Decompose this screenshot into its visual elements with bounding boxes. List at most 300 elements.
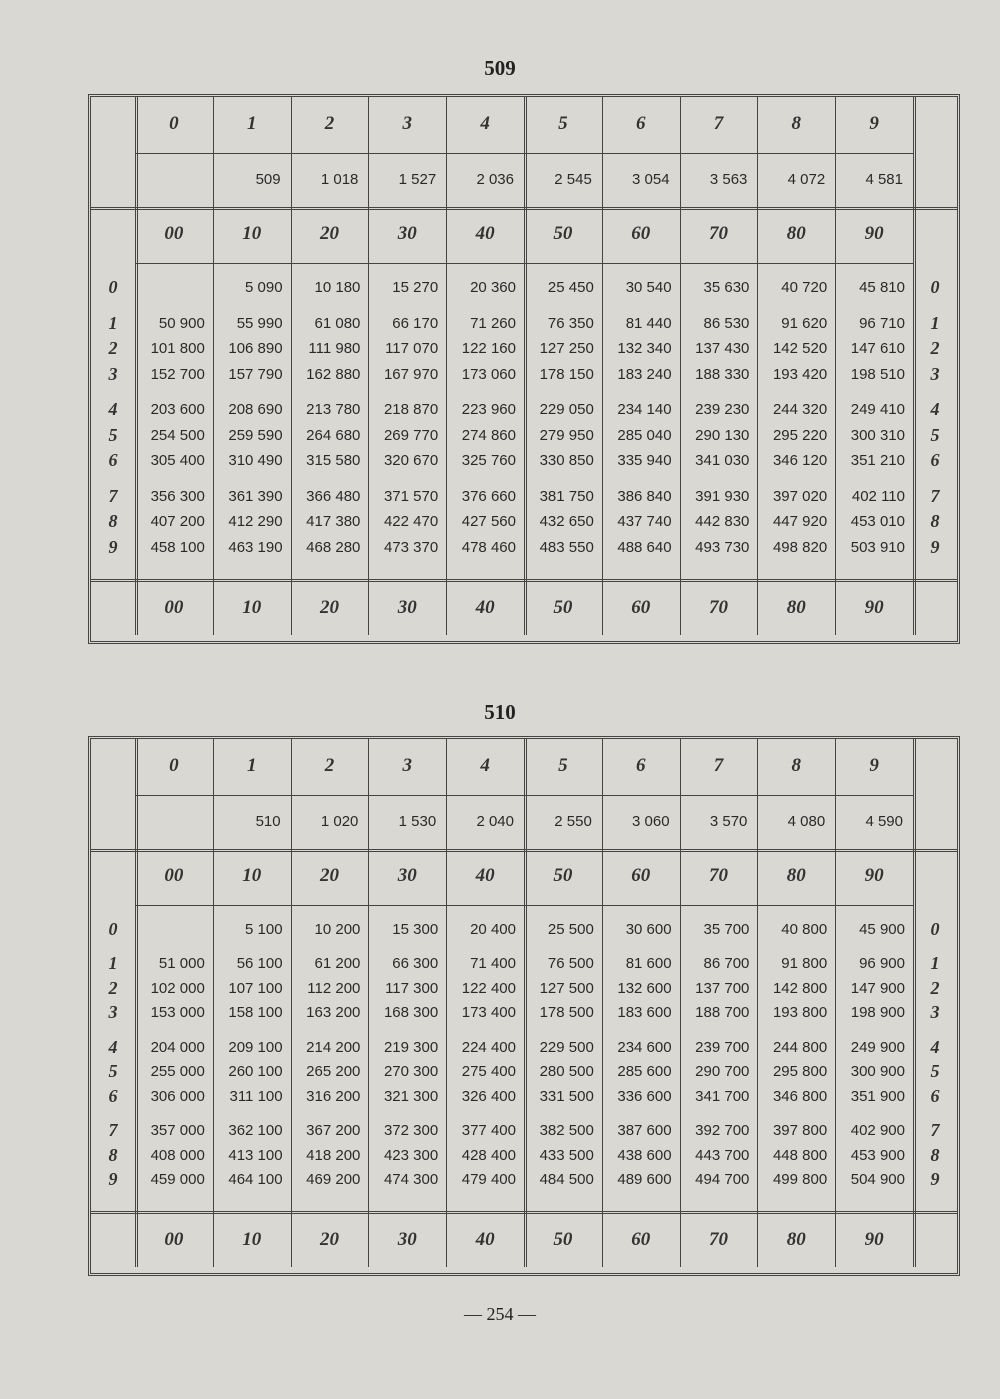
units-value: 2 550 — [554, 813, 592, 830]
product-cell: 493 730 — [695, 538, 750, 556]
tens-header: 50 — [553, 865, 573, 886]
row-label-right: 3 — [930, 1002, 940, 1023]
table-title: 510 — [484, 700, 516, 724]
product-cell: 341 030 — [695, 452, 750, 470]
row-label-right: 1 — [930, 312, 940, 333]
product-cell: 413 100 — [228, 1146, 283, 1164]
product-cell: 270 300 — [383, 1063, 439, 1081]
row-label-left: 1 — [108, 953, 118, 974]
product-cell: 117 070 — [385, 340, 439, 358]
product-cell: 498 820 — [772, 538, 828, 556]
product-cell: 229 050 — [539, 401, 594, 419]
row-label-left: 7 — [108, 1120, 118, 1141]
product-cell: 320 670 — [383, 452, 439, 470]
rule — [757, 207, 758, 635]
row-label-left: 4 — [108, 1036, 118, 1057]
tens-header: 90 — [864, 223, 884, 244]
product-cell: 391 930 — [695, 487, 750, 505]
units-value: 3 570 — [709, 813, 748, 830]
units-value: 4 590 — [865, 813, 903, 830]
footer-header: 30 — [397, 1229, 417, 1250]
row-label-right: 8 — [930, 511, 940, 532]
units-header: 6 — [635, 113, 646, 134]
units-value: 510 — [255, 813, 281, 830]
product-cell: 107 100 — [228, 979, 283, 997]
units-header: 2 — [324, 113, 335, 134]
tens-header: 90 — [864, 865, 884, 886]
product-cell: 478 460 — [461, 538, 516, 556]
product-cell: 295 220 — [772, 426, 828, 444]
product-cell: 198 900 — [850, 1004, 905, 1022]
product-cell: 61 080 — [314, 314, 361, 332]
product-cell: 204 000 — [150, 1038, 205, 1056]
product-cell: 213 780 — [306, 401, 361, 419]
row-label-left: 7 — [108, 485, 118, 506]
units-header: 6 — [635, 755, 646, 776]
row-label-right: 5 — [930, 424, 940, 445]
tens-header: 60 — [631, 865, 651, 886]
units-value: 3 054 — [632, 171, 670, 188]
product-cell: 96 710 — [859, 314, 905, 332]
units-header: 1 — [246, 755, 257, 776]
product-cell: 361 390 — [228, 487, 283, 505]
units-value: 1 530 — [398, 813, 437, 830]
row-label-left: 2 — [108, 338, 118, 359]
product-cell: 137 430 — [695, 340, 750, 358]
footer-header: 00 — [164, 1229, 184, 1250]
product-cell: 51 000 — [158, 955, 205, 973]
product-cell: 255 000 — [150, 1063, 205, 1081]
row-label-left: 9 — [108, 1169, 118, 1190]
product-cell: 335 940 — [617, 452, 672, 470]
product-cell: 127 500 — [539, 979, 594, 997]
footer-header: 80 — [786, 597, 806, 618]
product-cell: 30 600 — [625, 921, 672, 938]
footer-header: 60 — [631, 1229, 651, 1250]
product-cell: 152 700 — [150, 365, 205, 383]
product-cell: 158 100 — [228, 1004, 283, 1022]
product-cell: 25 450 — [547, 279, 594, 296]
units-header: 4 — [480, 755, 490, 776]
product-cell: 503 910 — [850, 538, 905, 556]
rule — [213, 207, 214, 635]
row-label-right: 6 — [930, 1085, 940, 1106]
footer-header: 90 — [864, 597, 884, 618]
product-cell: 173 060 — [461, 365, 516, 383]
product-cell: 377 400 — [461, 1122, 516, 1140]
units-value: 4 072 — [787, 171, 826, 188]
row-label-left: 2 — [108, 977, 118, 998]
tens-header: 70 — [708, 865, 728, 886]
footer-header: 90 — [864, 1229, 884, 1250]
product-cell: 142 520 — [772, 340, 828, 358]
product-cell: 244 800 — [772, 1038, 828, 1056]
product-cell: 315 580 — [306, 452, 361, 470]
product-cell: 392 700 — [695, 1122, 750, 1140]
product-cell: 178 150 — [539, 365, 594, 383]
product-cell: 142 800 — [772, 979, 828, 997]
units-value: 3 060 — [632, 813, 670, 830]
product-cell: 162 880 — [306, 365, 361, 383]
product-cell: 357 000 — [150, 1122, 205, 1140]
row-label-left: 4 — [108, 399, 118, 420]
units-header: 0 — [169, 113, 179, 134]
product-cell: 214 200 — [306, 1038, 361, 1056]
row-label-right: 5 — [930, 1061, 940, 1082]
product-cell: 428 400 — [461, 1146, 516, 1164]
product-cell: 40 800 — [781, 921, 828, 938]
product-cell: 76 500 — [547, 955, 594, 973]
rule — [602, 849, 603, 1267]
product-cell: 423 300 — [383, 1146, 439, 1164]
product-cell: 305 400 — [150, 452, 205, 470]
row-label-right: 2 — [930, 338, 940, 359]
product-cell: 463 190 — [228, 538, 283, 556]
product-cell: 10 180 — [314, 279, 361, 296]
units-value: 2 545 — [554, 171, 592, 188]
product-cell: 448 800 — [772, 1146, 828, 1164]
product-cell: 432 650 — [539, 513, 594, 531]
row-label-right: 8 — [930, 1144, 940, 1165]
product-cell: 443 700 — [695, 1146, 750, 1164]
product-cell: 274 860 — [461, 426, 516, 444]
units-header: 7 — [713, 755, 724, 776]
product-cell: 203 600 — [150, 401, 205, 419]
product-cell: 193 420 — [772, 365, 828, 383]
product-cell: 188 330 — [695, 365, 750, 383]
rule — [680, 207, 681, 635]
multiplication-table-510 — [88, 736, 960, 1276]
product-cell: 91 620 — [781, 314, 828, 332]
rule — [524, 849, 527, 1267]
product-cell: 326 400 — [461, 1087, 516, 1105]
units-value: 2 036 — [476, 171, 514, 188]
product-cell: 346 800 — [772, 1087, 828, 1105]
product-cell: 474 300 — [383, 1171, 439, 1189]
row-label-left: 8 — [108, 1144, 118, 1165]
product-cell: 71 400 — [470, 955, 516, 973]
row-label-left: 5 — [108, 1061, 118, 1082]
product-cell: 45 810 — [859, 279, 905, 296]
product-cell: 499 800 — [772, 1171, 828, 1189]
product-cell: 198 510 — [850, 365, 905, 383]
tens-header: 80 — [786, 865, 806, 886]
footer-header: 40 — [475, 1229, 495, 1250]
product-cell: 468 280 — [306, 538, 361, 556]
product-cell: 402 900 — [850, 1122, 905, 1140]
product-cell: 106 890 — [228, 340, 283, 358]
product-cell: 56 100 — [236, 955, 283, 973]
product-cell: 153 000 — [150, 1004, 205, 1022]
product-cell: 137 700 — [695, 979, 750, 997]
row-label-right: 6 — [930, 450, 940, 471]
product-cell: 386 840 — [617, 487, 672, 505]
product-cell: 50 900 — [158, 314, 205, 332]
units-header: 0 — [169, 755, 179, 776]
product-cell: 239 700 — [695, 1038, 750, 1056]
product-cell: 295 800 — [772, 1063, 828, 1081]
units-value: 4 080 — [787, 813, 826, 830]
row-label-right: 7 — [930, 485, 940, 506]
product-cell: 71 260 — [470, 314, 516, 332]
product-cell: 86 530 — [703, 314, 750, 332]
product-cell: 61 200 — [314, 955, 361, 973]
row-label-left: 8 — [108, 511, 118, 532]
units-value: 1 018 — [320, 171, 359, 188]
product-cell: 356 300 — [150, 487, 205, 505]
product-cell: 20 360 — [470, 279, 516, 296]
units-value: 3 563 — [709, 171, 748, 188]
product-cell: 260 100 — [228, 1063, 283, 1081]
tens-header: 50 — [553, 223, 573, 244]
product-cell: 464 100 — [228, 1171, 283, 1189]
row-label-left: 6 — [108, 1085, 118, 1106]
product-cell: 45 900 — [859, 921, 905, 938]
product-cell: 173 400 — [461, 1004, 516, 1022]
units-header: 5 — [558, 113, 568, 134]
product-cell: 371 570 — [383, 487, 439, 505]
row-label-right: 7 — [930, 1120, 940, 1141]
product-cell: 310 490 — [228, 452, 283, 470]
units-value: 1 020 — [320, 813, 359, 830]
tens-header: 10 — [242, 223, 262, 244]
footer-header: 70 — [708, 597, 728, 618]
footer-header: 30 — [397, 597, 417, 618]
product-cell: 290 700 — [695, 1063, 750, 1081]
row-label-right: 1 — [930, 953, 940, 974]
units-header: 1 — [246, 113, 257, 134]
tens-header: 60 — [631, 223, 651, 244]
footer-header: 50 — [553, 1229, 573, 1250]
multiplication-table-509 — [88, 94, 960, 644]
tens-header: 70 — [708, 223, 728, 244]
row-label-right: 0 — [930, 919, 940, 939]
product-cell: 438 600 — [617, 1146, 672, 1164]
row-label-left: 0 — [108, 919, 118, 939]
product-cell: 397 800 — [772, 1122, 828, 1140]
product-cell: 147 610 — [850, 340, 905, 358]
row-label-left: 9 — [108, 536, 118, 557]
units-header: 4 — [480, 113, 490, 134]
product-cell: 219 300 — [383, 1038, 439, 1056]
rule — [757, 849, 758, 1267]
footer-header: 80 — [786, 1229, 806, 1250]
table-title: 509 — [484, 56, 516, 80]
tens-header: 20 — [319, 223, 339, 244]
units-header: 2 — [324, 755, 335, 776]
product-cell: 300 900 — [850, 1063, 905, 1081]
product-cell: 387 600 — [617, 1122, 672, 1140]
product-cell: 300 310 — [850, 426, 905, 444]
product-cell: 249 900 — [850, 1038, 905, 1056]
units-header: 9 — [869, 755, 879, 776]
units-header: 7 — [713, 113, 724, 134]
product-cell: 224 400 — [461, 1038, 516, 1056]
row-label-right: 2 — [930, 977, 940, 998]
row-label-right: 4 — [930, 1036, 940, 1057]
tens-header: 10 — [242, 865, 262, 886]
product-cell: 264 680 — [306, 426, 361, 444]
product-cell: 279 950 — [539, 426, 594, 444]
product-cell: 163 200 — [306, 1004, 361, 1022]
product-cell: 362 100 — [228, 1122, 283, 1140]
tens-header: 30 — [397, 865, 417, 886]
product-cell: 249 410 — [850, 401, 905, 419]
product-cell: 15 300 — [392, 921, 439, 938]
product-cell: 5 100 — [245, 921, 283, 938]
product-cell: 417 380 — [306, 513, 361, 531]
rule — [291, 849, 292, 1267]
product-cell: 30 540 — [625, 279, 672, 296]
product-cell: 20 400 — [470, 921, 516, 938]
row-label-right: 3 — [930, 363, 940, 384]
units-value: 2 040 — [476, 813, 514, 830]
rule — [835, 207, 836, 635]
product-cell: 437 740 — [617, 513, 672, 531]
product-cell: 132 600 — [617, 979, 672, 997]
product-cell: 311 100 — [229, 1087, 283, 1105]
product-cell: 325 760 — [461, 452, 516, 470]
product-cell: 91 800 — [781, 955, 828, 973]
product-cell: 265 200 — [306, 1063, 361, 1081]
row-label-left: 3 — [108, 1002, 118, 1023]
rule — [602, 207, 603, 635]
units-header: 5 — [558, 755, 568, 776]
product-cell: 35 700 — [703, 921, 750, 938]
units-value: 1 527 — [398, 171, 437, 188]
product-cell: 269 770 — [383, 426, 439, 444]
footer-header: 20 — [319, 597, 339, 618]
units-header: 3 — [402, 755, 413, 776]
product-cell: 127 250 — [539, 340, 594, 358]
units-value: 4 581 — [865, 171, 903, 188]
footer-header: 20 — [319, 1229, 339, 1250]
row-label-right: 0 — [930, 277, 940, 297]
footer-header: 10 — [242, 597, 262, 618]
product-cell: 254 500 — [150, 426, 205, 444]
tens-header: 30 — [397, 223, 417, 244]
tens-header: 20 — [319, 865, 339, 886]
product-cell: 453 010 — [850, 513, 905, 531]
rule — [213, 849, 214, 1267]
product-cell: 178 500 — [539, 1004, 594, 1022]
row-label-left: 0 — [108, 277, 118, 297]
product-cell: 330 850 — [539, 452, 594, 470]
product-cell: 209 100 — [228, 1038, 283, 1056]
product-cell: 5 090 — [245, 279, 283, 296]
product-cell: 183 240 — [617, 365, 672, 383]
product-cell: 402 110 — [851, 487, 905, 505]
row-label-left: 6 — [108, 450, 118, 471]
product-cell: 473 370 — [383, 538, 439, 556]
product-cell: 341 700 — [695, 1087, 750, 1105]
product-cell: 376 660 — [461, 487, 516, 505]
product-cell: 453 900 — [850, 1146, 905, 1164]
rule — [446, 207, 447, 635]
row-label-left: 3 — [108, 363, 118, 384]
tens-header: 40 — [475, 223, 495, 244]
product-cell: 86 700 — [703, 955, 750, 973]
product-cell: 10 200 — [314, 921, 361, 938]
product-cell: 234 600 — [617, 1038, 672, 1056]
product-cell: 275 400 — [461, 1063, 516, 1081]
units-header: 9 — [869, 113, 879, 134]
product-cell: 321 300 — [383, 1087, 439, 1105]
product-cell: 167 970 — [383, 365, 439, 383]
product-cell: 55 990 — [236, 314, 283, 332]
product-cell: 96 900 — [859, 955, 905, 973]
product-cell: 458 100 — [150, 538, 205, 556]
row-label-right: 9 — [930, 1169, 940, 1190]
product-cell: 193 800 — [772, 1004, 828, 1022]
rule — [680, 849, 681, 1267]
product-cell: 489 600 — [617, 1171, 672, 1189]
product-cell: 504 900 — [850, 1171, 905, 1189]
product-cell: 372 300 — [383, 1122, 439, 1140]
product-cell: 336 600 — [617, 1087, 672, 1105]
product-cell: 66 300 — [392, 955, 439, 973]
product-cell: 488 640 — [617, 538, 672, 556]
rule — [368, 207, 369, 635]
product-cell: 397 020 — [772, 487, 828, 505]
product-cell: 351 900 — [850, 1087, 905, 1105]
product-cell: 484 500 — [539, 1171, 594, 1189]
product-cell: 122 400 — [461, 979, 516, 997]
product-cell: 422 470 — [383, 513, 439, 531]
product-cell: 76 350 — [547, 314, 594, 332]
product-cell: 218 870 — [383, 401, 439, 419]
product-cell: 366 480 — [306, 487, 361, 505]
footer-header: 70 — [708, 1229, 728, 1250]
units-header: 8 — [791, 113, 802, 134]
product-cell: 479 400 — [461, 1171, 516, 1189]
product-cell: 122 160 — [461, 340, 516, 358]
footer-header: 10 — [242, 1229, 262, 1250]
product-cell: 494 700 — [695, 1171, 750, 1189]
rule — [368, 849, 369, 1267]
product-cell: 188 700 — [695, 1004, 750, 1022]
product-cell: 40 720 — [781, 279, 828, 296]
product-cell: 117 300 — [385, 979, 439, 997]
product-cell: 427 560 — [461, 513, 516, 531]
footer-header: 50 — [553, 597, 573, 618]
product-cell: 101 800 — [150, 340, 205, 358]
product-cell: 418 200 — [306, 1146, 361, 1164]
rule — [835, 849, 836, 1267]
product-cell: 290 130 — [695, 426, 750, 444]
product-cell: 223 960 — [461, 401, 516, 419]
tens-header: 40 — [475, 865, 495, 886]
product-cell: 259 590 — [228, 426, 283, 444]
units-value: 509 — [255, 171, 281, 188]
rule — [446, 849, 447, 1267]
product-cell: 229 500 — [539, 1038, 594, 1056]
product-cell: 316 200 — [306, 1087, 361, 1105]
product-cell: 157 790 — [228, 365, 283, 383]
row-label-right: 9 — [930, 536, 940, 557]
rule — [524, 207, 527, 635]
row-label-left: 1 — [108, 312, 118, 333]
product-cell: 407 200 — [150, 513, 205, 531]
product-cell: 81 440 — [625, 314, 672, 332]
rule — [291, 207, 292, 635]
product-cell: 381 750 — [539, 487, 594, 505]
product-cell: 331 500 — [539, 1087, 594, 1105]
product-cell: 239 230 — [695, 401, 750, 419]
product-cell: 132 340 — [617, 340, 672, 358]
row-label-right: 4 — [930, 399, 940, 420]
product-cell: 112 200 — [307, 979, 361, 997]
